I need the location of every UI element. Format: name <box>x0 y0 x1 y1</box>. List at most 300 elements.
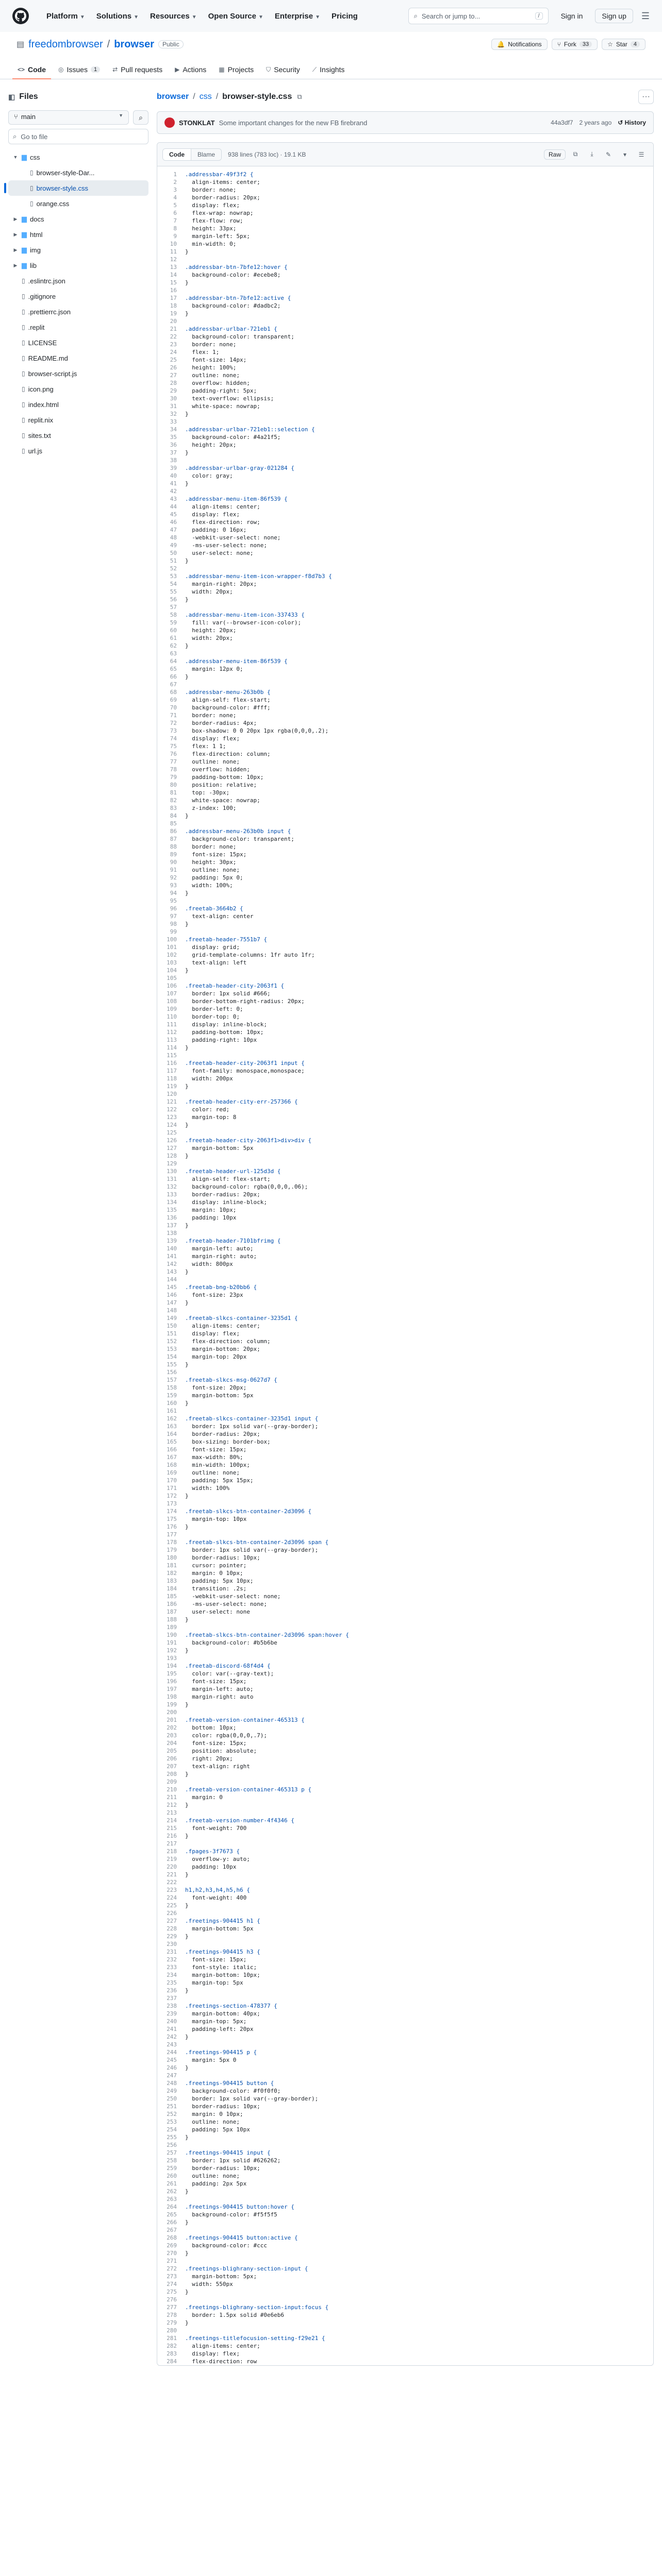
line-number[interactable]: 170 <box>167 1477 177 1484</box>
line-number[interactable]: 173 <box>167 1500 177 1507</box>
line-number[interactable]: 119 <box>167 1083 177 1090</box>
tree-file[interactable] <box>8 196 148 211</box>
line-number[interactable]: 108 <box>167 998 177 1005</box>
line-number[interactable]: 116 <box>167 1060 177 1066</box>
line-number[interactable]: 125 <box>167 1129 177 1136</box>
line-number[interactable]: 57 <box>170 604 177 611</box>
tab-issues[interactable] <box>53 65 105 79</box>
line-number[interactable]: 126 <box>167 1137 177 1144</box>
line-number[interactable]: 1 <box>173 171 177 178</box>
line-number[interactable]: 174 <box>167 1508 177 1515</box>
line-number[interactable]: 9 <box>173 233 177 240</box>
line-number[interactable]: 13 <box>170 264 177 270</box>
line-number[interactable]: 273 <box>167 2273 177 2280</box>
line-number[interactable]: 118 <box>167 1075 177 1082</box>
line-number[interactable]: 128 <box>167 1153 177 1159</box>
line-number[interactable]: 180 <box>167 1554 177 1561</box>
breadcrumb-repo-link[interactable]: browser <box>157 92 189 101</box>
line-number[interactable]: 202 <box>167 1724 177 1731</box>
commit-hash[interactable]: 44a3df7 <box>551 119 573 126</box>
line-number[interactable]: 131 <box>167 1176 177 1182</box>
line-number[interactable]: 95 <box>170 897 177 904</box>
line-number[interactable]: 154 <box>167 1353 177 1360</box>
github-logo-icon[interactable] <box>12 8 29 24</box>
line-number[interactable]: 269 <box>167 2242 177 2249</box>
line-number[interactable]: 140 <box>167 1245 177 1252</box>
line-number[interactable]: 88 <box>170 843 177 850</box>
line-number[interactable]: 225 <box>167 1902 177 1909</box>
tree-file[interactable] <box>8 335 148 350</box>
tree-file[interactable] <box>8 319 148 335</box>
tree-folder[interactable] <box>8 227 148 242</box>
line-number[interactable]: 278 <box>167 2312 177 2318</box>
line-number[interactable]: 66 <box>170 673 177 680</box>
line-number[interactable]: 242 <box>167 2033 177 2040</box>
line-number[interactable]: 32 <box>170 411 177 417</box>
line-number[interactable]: 178 <box>167 1539 177 1546</box>
line-number[interactable]: 186 <box>167 1601 177 1607</box>
line-number[interactable]: 274 <box>167 2281 177 2287</box>
breadcrumb-folder-link[interactable]: css <box>199 92 212 101</box>
line-number[interactable]: 255 <box>167 2134 177 2141</box>
line-number[interactable]: 243 <box>167 2041 177 2048</box>
line-number[interactable]: 151 <box>167 1330 177 1337</box>
line-number[interactable]: 41 <box>170 480 177 487</box>
line-number[interactable]: 284 <box>167 2358 177 2365</box>
line-number[interactable]: 263 <box>167 2196 177 2202</box>
line-number[interactable]: 139 <box>167 1238 177 1244</box>
branch-selector[interactable] <box>8 110 129 125</box>
line-number[interactable]: 105 <box>167 975 177 981</box>
line-number[interactable]: 148 <box>167 1307 177 1314</box>
line-number[interactable]: 253 <box>167 2119 177 2125</box>
line-number[interactable]: 114 <box>167 1044 177 1051</box>
sidebar-collapse-icon[interactable]: ◧ <box>8 92 15 101</box>
line-number[interactable]: 112 <box>167 1029 177 1036</box>
line-number[interactable]: 24 <box>170 349 177 355</box>
line-number[interactable]: 149 <box>167 1315 177 1321</box>
line-number[interactable]: 172 <box>167 1493 177 1499</box>
line-number[interactable]: 43 <box>170 496 177 502</box>
line-number[interactable]: 93 <box>170 882 177 889</box>
line-number[interactable]: 163 <box>167 1423 177 1430</box>
line-number[interactable]: 204 <box>167 1740 177 1747</box>
line-number[interactable]: 25 <box>170 357 177 363</box>
line-number[interactable]: 6 <box>173 210 177 216</box>
line-number[interactable]: 145 <box>167 1284 177 1291</box>
line-number[interactable]: 214 <box>167 1817 177 1824</box>
line-number[interactable]: 261 <box>167 2180 177 2187</box>
line-number[interactable]: 4 <box>173 194 177 201</box>
tree-file[interactable] <box>8 273 148 289</box>
line-number[interactable]: 197 <box>167 1686 177 1692</box>
line-number[interactable]: 135 <box>167 1207 177 1213</box>
line-number[interactable]: 122 <box>167 1106 177 1113</box>
line-number[interactable]: 196 <box>167 1678 177 1685</box>
line-number[interactable]: 86 <box>170 828 177 835</box>
line-number[interactable]: 3 <box>173 187 177 193</box>
line-number[interactable]: 90 <box>170 859 177 866</box>
line-number[interactable]: 7 <box>173 217 177 224</box>
line-number[interactable]: 207 <box>167 1763 177 1770</box>
line-number[interactable]: 266 <box>167 2219 177 2226</box>
line-number[interactable]: 208 <box>167 1771 177 1777</box>
tab-pull-requests[interactable] <box>107 65 168 79</box>
line-number[interactable]: 38 <box>170 457 177 464</box>
line-number[interactable]: 123 <box>167 1114 177 1121</box>
line-number[interactable]: 220 <box>167 1863 177 1870</box>
line-number[interactable]: 14 <box>170 272 177 278</box>
line-number[interactable]: 262 <box>167 2188 177 2195</box>
tree-file[interactable] <box>8 304 148 319</box>
line-number[interactable]: 82 <box>170 797 177 804</box>
line-number[interactable]: 241 <box>167 2026 177 2032</box>
line-number[interactable]: 141 <box>167 1253 177 1260</box>
line-number[interactable]: 282 <box>167 2343 177 2349</box>
line-number[interactable]: 53 <box>170 573 177 580</box>
nav-resources[interactable] <box>150 12 197 21</box>
line-number[interactable]: 200 <box>167 1709 177 1716</box>
line-number[interactable]: 224 <box>167 1894 177 1901</box>
line-number[interactable]: 39 <box>170 465 177 471</box>
raw-button[interactable]: Raw <box>544 149 566 160</box>
line-number[interactable]: 120 <box>167 1091 177 1097</box>
line-number[interactable]: 11 <box>170 248 177 255</box>
line-number[interactable]: 55 <box>170 588 177 595</box>
line-number[interactable]: 213 <box>167 1809 177 1816</box>
tab-code[interactable] <box>12 65 51 79</box>
tree-file[interactable] <box>8 397 148 412</box>
line-number[interactable]: 124 <box>167 1122 177 1128</box>
history-link[interactable] <box>618 119 646 126</box>
line-number[interactable]: 96 <box>170 905 177 912</box>
download-icon[interactable]: ⤓ <box>590 150 593 158</box>
line-number[interactable]: 252 <box>167 2111 177 2117</box>
line-number[interactable]: 144 <box>167 1276 177 1283</box>
line-number[interactable]: 98 <box>170 921 177 927</box>
line-number[interactable]: 61 <box>170 635 177 641</box>
tab-projects[interactable] <box>213 65 259 79</box>
line-number[interactable]: 260 <box>167 2173 177 2179</box>
sign-in-link[interactable]: Sign in <box>560 12 583 20</box>
tree-file[interactable] <box>8 350 148 366</box>
line-number[interactable]: 78 <box>170 766 177 773</box>
line-number[interactable]: 198 <box>167 1693 177 1700</box>
line-number[interactable]: 215 <box>167 1825 177 1832</box>
line-number[interactable]: 201 <box>167 1717 177 1723</box>
line-number[interactable]: 237 <box>167 1995 177 2002</box>
fork-button[interactable] <box>552 39 598 50</box>
line-number[interactable]: 28 <box>170 380 177 386</box>
line-number[interactable]: 74 <box>170 735 177 742</box>
line-number[interactable]: 20 <box>170 318 177 325</box>
line-number[interactable]: 138 <box>167 1230 177 1236</box>
line-number[interactable]: 97 <box>170 913 177 920</box>
line-number[interactable]: 54 <box>170 581 177 587</box>
line-number[interactable]: 283 <box>167 2350 177 2357</box>
line-number[interactable]: 193 <box>167 1655 177 1662</box>
sign-up-button[interactable]: Sign up <box>595 9 633 23</box>
copy-path-icon[interactable]: ⧉ <box>297 93 302 100</box>
line-number[interactable]: 248 <box>167 2080 177 2087</box>
line-number[interactable]: 58 <box>170 612 177 618</box>
line-number[interactable]: 226 <box>167 1910 177 1917</box>
line-number[interactable]: 146 <box>167 1292 177 1298</box>
line-number[interactable]: 268 <box>167 2234 177 2241</box>
line-number[interactable]: 44 <box>170 503 177 510</box>
line-number[interactable]: 133 <box>167 1191 177 1198</box>
line-number[interactable]: 16 <box>170 287 177 294</box>
line-number[interactable]: 280 <box>167 2327 177 2334</box>
line-number[interactable]: 79 <box>170 774 177 781</box>
line-number[interactable]: 155 <box>167 1361 177 1368</box>
line-number[interactable]: 223 <box>167 1887 177 1893</box>
line-number[interactable]: 103 <box>167 959 177 966</box>
line-number[interactable]: 235 <box>167 1979 177 1986</box>
line-number[interactable]: 217 <box>167 1840 177 1847</box>
line-number[interactable]: 160 <box>167 1400 177 1406</box>
line-number[interactable]: 194 <box>167 1663 177 1669</box>
line-number[interactable]: 153 <box>167 1346 177 1352</box>
tree-file[interactable] <box>8 428 148 443</box>
line-number[interactable]: 254 <box>167 2126 177 2133</box>
line-number[interactable]: 87 <box>170 836 177 842</box>
line-number[interactable]: 37 <box>170 449 177 456</box>
tab-security[interactable] <box>261 65 305 79</box>
line-number[interactable]: 75 <box>170 743 177 750</box>
line-number[interactable]: 259 <box>167 2165 177 2172</box>
line-number[interactable]: 89 <box>170 851 177 858</box>
tab-actions[interactable] <box>170 65 211 79</box>
line-number[interactable]: 228 <box>167 1925 177 1932</box>
line-number[interactable]: 267 <box>167 2227 177 2233</box>
line-number[interactable]: 2 <box>173 179 177 185</box>
line-number[interactable]: 203 <box>167 1732 177 1739</box>
line-number[interactable]: 30 <box>170 395 177 402</box>
line-number[interactable]: 171 <box>167 1485 177 1492</box>
line-number[interactable]: 227 <box>167 1918 177 1924</box>
line-number[interactable]: 183 <box>167 1578 177 1584</box>
line-number[interactable]: 10 <box>170 241 177 247</box>
line-number[interactable]: 185 <box>167 1593 177 1600</box>
line-number[interactable]: 72 <box>170 720 177 726</box>
line-number[interactable]: 158 <box>167 1384 177 1391</box>
line-number[interactable]: 169 <box>167 1469 177 1476</box>
line-number[interactable]: 277 <box>167 2304 177 2311</box>
line-number[interactable]: 167 <box>167 1454 177 1461</box>
line-number[interactable]: 175 <box>167 1516 177 1522</box>
line-number[interactable]: 249 <box>167 2088 177 2094</box>
line-number[interactable]: 49 <box>170 542 177 549</box>
line-number[interactable]: 91 <box>170 867 177 873</box>
line-number[interactable]: 236 <box>167 1987 177 1994</box>
line-number[interactable]: 147 <box>167 1299 177 1306</box>
line-number[interactable]: 27 <box>170 372 177 379</box>
notifications-button[interactable] <box>491 39 547 50</box>
line-number[interactable]: 84 <box>170 812 177 819</box>
line-number[interactable]: 17 <box>170 295 177 301</box>
line-number[interactable]: 257 <box>167 2149 177 2156</box>
line-number[interactable]: 22 <box>170 333 177 340</box>
line-number[interactable]: 258 <box>167 2157 177 2164</box>
nav-solutions[interactable] <box>96 12 139 21</box>
line-number[interactable]: 239 <box>167 2010 177 2017</box>
line-number[interactable]: 132 <box>167 1183 177 1190</box>
line-number[interactable]: 60 <box>170 627 177 634</box>
line-number[interactable]: 256 <box>167 2142 177 2148</box>
line-number[interactable]: 102 <box>167 952 177 958</box>
line-number[interactable]: 111 <box>167 1021 177 1028</box>
symbols-panel-icon[interactable]: ☰ <box>638 150 644 158</box>
line-number[interactable]: 191 <box>167 1639 177 1646</box>
line-number[interactable]: 276 <box>167 2296 177 2303</box>
line-number[interactable]: 29 <box>170 387 177 394</box>
line-number[interactable]: 52 <box>170 565 177 572</box>
line-number[interactable]: 142 <box>167 1261 177 1267</box>
line-number[interactable]: 272 <box>167 2265 177 2272</box>
tree-file[interactable] <box>8 180 148 196</box>
line-number[interactable]: 34 <box>170 426 177 433</box>
line-number[interactable]: 210 <box>167 1786 177 1793</box>
repo-owner-link[interactable]: freedombrowser <box>28 38 103 50</box>
line-number[interactable]: 42 <box>170 488 177 495</box>
chevron-down-icon[interactable]: ▾ <box>623 150 627 158</box>
line-number[interactable]: 48 <box>170 534 177 541</box>
line-number[interactable]: 157 <box>167 1377 177 1383</box>
line-number[interactable]: 65 <box>170 666 177 672</box>
line-number[interactable]: 36 <box>170 442 177 448</box>
line-number[interactable]: 15 <box>170 279 177 286</box>
tree-folder[interactable] <box>8 211 148 227</box>
line-number[interactable]: 35 <box>170 434 177 440</box>
line-number[interactable]: 5 <box>173 202 177 209</box>
line-number[interactable]: 209 <box>167 1778 177 1785</box>
line-number[interactable]: 12 <box>170 256 177 263</box>
line-number[interactable]: 179 <box>167 1547 177 1553</box>
nav-enterprise[interactable] <box>275 12 320 21</box>
line-number[interactable]: 246 <box>167 2064 177 2071</box>
line-number[interactable]: 8 <box>173 225 177 232</box>
line-number[interactable]: 245 <box>167 2057 177 2063</box>
line-number[interactable]: 229 <box>167 1933 177 1940</box>
line-number[interactable]: 63 <box>170 650 177 657</box>
line-number[interactable]: 62 <box>170 642 177 649</box>
line-number[interactable]: 115 <box>167 1052 177 1059</box>
line-number[interactable]: 94 <box>170 890 177 896</box>
line-number[interactable]: 184 <box>167 1585 177 1592</box>
line-number[interactable]: 45 <box>170 511 177 518</box>
line-number[interactable]: 21 <box>170 326 177 332</box>
line-number[interactable]: 64 <box>170 658 177 665</box>
line-number[interactable]: 195 <box>167 1670 177 1677</box>
line-number[interactable]: 206 <box>167 1755 177 1762</box>
line-number[interactable]: 31 <box>170 403 177 410</box>
line-number[interactable]: 251 <box>167 2103 177 2110</box>
star-button[interactable] <box>602 39 646 50</box>
tree-file[interactable] <box>8 366 148 381</box>
line-number[interactable]: 244 <box>167 2049 177 2056</box>
commit-message[interactable]: Some important changes for the new FB firebrand <box>219 118 368 127</box>
line-number[interactable]: 232 <box>167 1956 177 1963</box>
tree-file[interactable] <box>8 443 148 459</box>
line-number[interactable]: 281 <box>167 2335 177 2342</box>
line-number[interactable]: 81 <box>170 789 177 796</box>
line-number[interactable]: 162 <box>167 1415 177 1422</box>
line-number[interactable]: 231 <box>167 1948 177 1955</box>
line-number[interactable]: 137 <box>167 1222 177 1229</box>
line-number[interactable]: 247 <box>167 2072 177 2079</box>
line-number[interactable]: 69 <box>170 697 177 703</box>
search-files-button[interactable] <box>133 110 148 125</box>
line-number[interactable]: 99 <box>170 928 177 935</box>
line-number[interactable]: 238 <box>167 2003 177 2009</box>
line-number[interactable]: 56 <box>170 596 177 603</box>
line-number[interactable]: 250 <box>167 2095 177 2102</box>
tree-folder[interactable] <box>8 258 148 273</box>
line-number[interactable]: 40 <box>170 472 177 479</box>
line-number[interactable]: 166 <box>167 1446 177 1453</box>
line-number[interactable]: 212 <box>167 1802 177 1808</box>
nav-pricing[interactable]: Pricing <box>331 11 358 21</box>
menu-icon[interactable]: ☰ <box>641 10 650 21</box>
line-number[interactable]: 152 <box>167 1338 177 1345</box>
line-number[interactable]: 136 <box>167 1214 177 1221</box>
line-number[interactable]: 205 <box>167 1748 177 1754</box>
line-number[interactable]: 127 <box>167 1145 177 1151</box>
line-number[interactable]: 233 <box>167 1964 177 1971</box>
line-number[interactable]: 188 <box>167 1616 177 1623</box>
line-number[interactable]: 50 <box>170 550 177 556</box>
line-number[interactable]: 85 <box>170 820 177 827</box>
more-options-button[interactable] <box>638 90 654 104</box>
avatar[interactable] <box>164 117 175 128</box>
line-number[interactable]: 129 <box>167 1160 177 1167</box>
line-number[interactable]: 234 <box>167 1972 177 1978</box>
line-number[interactable]: 92 <box>170 874 177 881</box>
tab-insights[interactable] <box>307 65 350 79</box>
edit-icon[interactable]: ✎ <box>605 150 611 158</box>
line-number[interactable]: 110 <box>167 1013 177 1020</box>
line-number[interactable]: 159 <box>167 1392 177 1399</box>
tree-folder[interactable] <box>8 242 148 258</box>
line-number[interactable]: 113 <box>167 1037 177 1043</box>
line-number[interactable]: 130 <box>167 1168 177 1175</box>
line-number[interactable]: 187 <box>167 1608 177 1615</box>
line-number[interactable]: 134 <box>167 1199 177 1206</box>
line-number[interactable]: 211 <box>167 1794 177 1801</box>
line-number[interactable]: 150 <box>167 1323 177 1329</box>
tree-folder[interactable] <box>8 149 148 165</box>
line-number[interactable]: 26 <box>170 364 177 371</box>
line-number[interactable]: 230 <box>167 1941 177 1947</box>
line-number[interactable]: 176 <box>167 1523 177 1530</box>
line-number[interactable]: 109 <box>167 1006 177 1012</box>
search-input[interactable] <box>408 8 549 24</box>
line-number[interactable]: 68 <box>170 689 177 696</box>
line-number[interactable]: 177 <box>167 1531 177 1538</box>
line-number[interactable]: 265 <box>167 2211 177 2218</box>
line-number[interactable]: 216 <box>167 1833 177 1839</box>
copy-icon[interactable]: ⧉ <box>573 150 578 158</box>
line-number[interactable]: 199 <box>167 1701 177 1708</box>
line-number[interactable]: 23 <box>170 341 177 348</box>
line-number[interactable]: 164 <box>167 1431 177 1437</box>
line-number[interactable]: 100 <box>167 936 177 943</box>
tree-file[interactable] <box>8 412 148 428</box>
line-number[interactable]: 117 <box>167 1067 177 1074</box>
line-number[interactable]: 71 <box>170 712 177 719</box>
tree-file[interactable] <box>8 289 148 304</box>
